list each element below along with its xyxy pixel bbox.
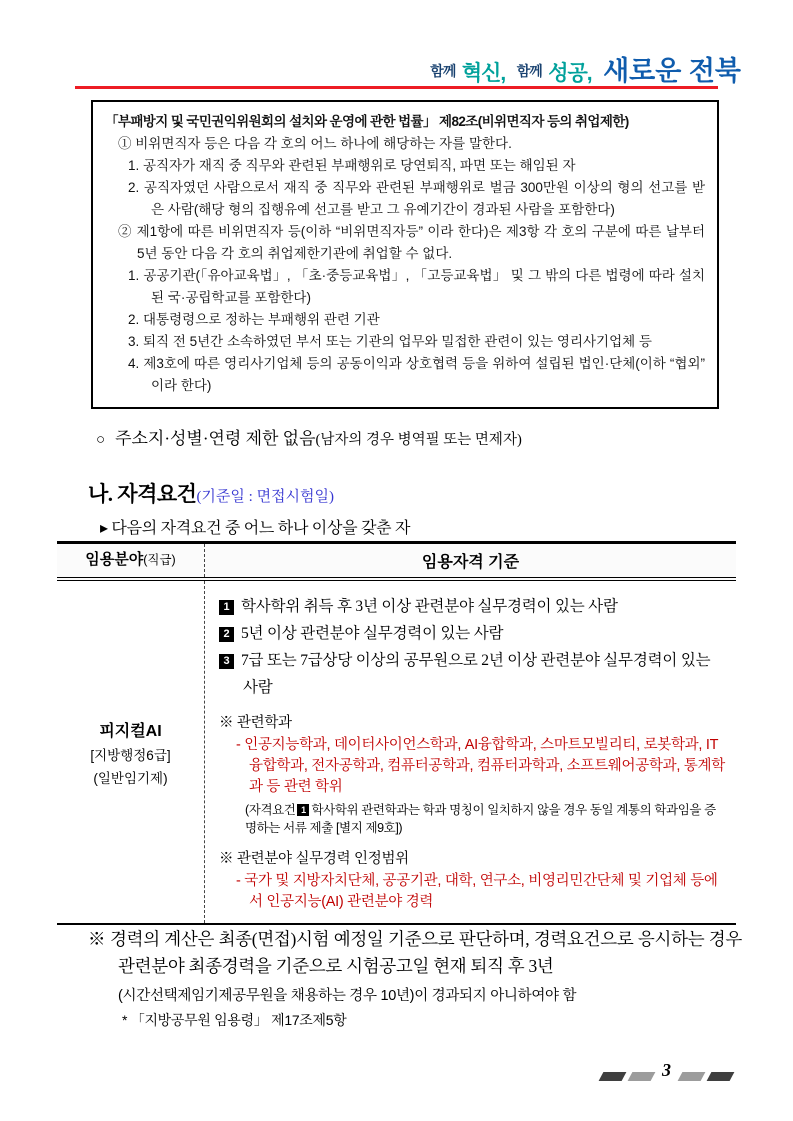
number-badge-icon: 2 <box>219 627 234 642</box>
qualification-table <box>57 541 736 925</box>
qualification-item <box>219 593 726 620</box>
legal-box-line: 1. 공직자가 재직 중 직무와 관련된 부패행위로 당연퇴직, 파면 또는 해임된 자 <box>128 158 576 173</box>
career-note-ref: * 「지방공무원 임용령」 제17조제5항 <box>122 1012 347 1029</box>
section-title-suffix: (기준일 : 면접시험일) <box>196 489 335 505</box>
qualification-text: 7급 또는 7급상당 이상의 공무원으로 2년 이상 관련분야 실무경력이 있는 사람 <box>241 652 711 697</box>
legal-box-line: 2. 공직자였던 사람으로서 재직 중 직무와 관련된 부패행위로 벌금 300만원 이상의 형의 선고를 받은 사람(해당 형의 집행유예 선고를 받고 그 유예기간이 경과된 사람을 포함한다) <box>128 180 705 217</box>
header-divider-line <box>75 86 718 89</box>
number-badge-icon: 1 <box>297 804 309 816</box>
related-majors-list: - 인공지능학과, 데이터사이언스학과, AI융합학과, 스마트모빌리티, 로봇학과, IT융합학과, 전자공학과, 컴퓨터공학과, 컴퓨터과학과, 소프트웨어공학과, 통계학과 등 관련 학위 <box>236 736 725 795</box>
footer-dash-icon <box>628 1072 656 1081</box>
position-name: 피지컬AI <box>99 722 162 740</box>
legal-box-line: ② 제1항에 따른 비위면직자 등(이하 “비위면직자등” 이라 한다)은 제3항 각 호의 구분에 따른 날부터 5년 동안 다음 각 호의 취업제한기관에 취업할 수 없다. <box>118 224 705 261</box>
legal-excerpt-box <box>91 100 719 409</box>
related-majors-note <box>219 801 726 839</box>
qualification-item <box>219 647 726 701</box>
footer-dash-icon <box>678 1072 706 1081</box>
legal-box-line: 1. 공공기관(「유아교육법」, 「초·중등교육법」, 「고등교육법」 및 그 밖의 다른 법령에 따라 설치된 국·공립학교를 포함한다) <box>128 268 705 305</box>
header-cell-position <box>57 544 205 577</box>
experience-scope-label: ※ 관련분야 실무경력 인정범위 <box>219 851 409 868</box>
residency-note <box>96 424 522 449</box>
residency-note-text: 주소지·성별·연령 제한 없음 <box>115 429 316 448</box>
criteria-cell <box>205 581 736 923</box>
header-slogan <box>430 49 741 88</box>
position-grade: [지방행정6급] <box>90 747 171 763</box>
table-header-row <box>57 544 736 581</box>
legal-box-line: 3. 퇴직 전 5년간 소속하였던 부서 또는 기관의 업무와 밀접한 관련이 있는 영리사기업체 등 <box>128 334 652 349</box>
page-number: 3 <box>662 1060 671 1080</box>
qualification-subtitle: ▸ 다음의 자격요건 중 어느 하나 이상을 갖춘 자 <box>100 520 411 537</box>
legal-box-title: 「부패방지 및 국민권익위원회의 설치와 운영에 관한 법률」 제82조(비위면직자 등의 취업제한) <box>105 114 629 129</box>
circle-bullet-icon: ○ <box>96 432 106 448</box>
qualification-item <box>219 620 726 647</box>
section-heading <box>88 478 334 508</box>
header-cell-criteria: 임용자격 기준 <box>421 554 520 571</box>
slogan-word: 함께 <box>430 63 456 79</box>
slogan-word: 성공, <box>548 62 592 85</box>
page-footer <box>598 1060 735 1087</box>
career-calculation-note <box>88 926 742 1030</box>
section-title: 나. 자격요건 <box>88 482 197 506</box>
career-note-paren: (시간선택제임기제공무원을 채용하는 경우 10년)이 경과되지 아니하여야 함 <box>118 988 577 1005</box>
footer-dash-icon <box>599 1072 627 1081</box>
slogan-word: 새로운 전북 <box>603 56 741 86</box>
header-position-sublabel: (직급) <box>143 553 176 567</box>
legal-box-line: 2. 대통령령으로 정하는 부패행위 관련 기관 <box>128 312 380 327</box>
slogan-word: 혁신, <box>461 62 506 85</box>
header-position-label: 임용분야 <box>85 551 144 568</box>
majors-note-text: 학사학위 관련학과는 학과 명칭이 일치하지 않을 경우 동일 계통의 학과임을 증명하는 서류 제출 [별지 제9호]) <box>245 802 716 836</box>
career-note-main: ※ 경력의 계산은 최종(면접)시험 예정일 기준으로 판단하며, 경력요건으로 응시하는 경우 관련분야 최종경력을 기준으로 시험공고일 현재 퇴직 후 3년 <box>88 929 742 977</box>
position-type: (일반임기제) <box>93 770 168 786</box>
legal-box-line: 4. 제3호에 따른 영리사기업체 등의 공동이익과 상호협력 등을 위하여 설립된 법인·단체(이하 “협외” 이라 한다) <box>128 356 705 393</box>
table-body-row <box>57 581 736 923</box>
majors-note-prefix: (자격요건 <box>245 802 296 817</box>
position-cell <box>57 581 205 923</box>
qualification-text: 5년 이상 관련분야 실무경력이 있는 사람 <box>241 625 504 643</box>
related-majors-label: ※ 관련학과 <box>219 714 292 731</box>
experience-scope-list: - 국가 및 지방자치단체, 공공기관, 대학, 연구소, 비영리민간단체 및 기업체 등에서 인공지능(AI) 관련분야 경력 <box>236 873 718 911</box>
qualification-text: 학사학위 취득 후 3년 이상 관련분야 실무경력이 있는 사람 <box>241 598 618 615</box>
footer-dash-icon <box>707 1072 735 1081</box>
slogan-word: 함께 <box>516 63 542 79</box>
residency-note-paren: (남자의 경우 병역필 또는 면제자) <box>315 432 522 448</box>
number-badge-icon: 1 <box>219 600 234 615</box>
legal-box-line: ① 비위면직자 등은 다음 각 호의 어느 하나에 해당하는 자를 말한다. <box>118 136 512 151</box>
number-badge-icon: 3 <box>219 654 234 669</box>
